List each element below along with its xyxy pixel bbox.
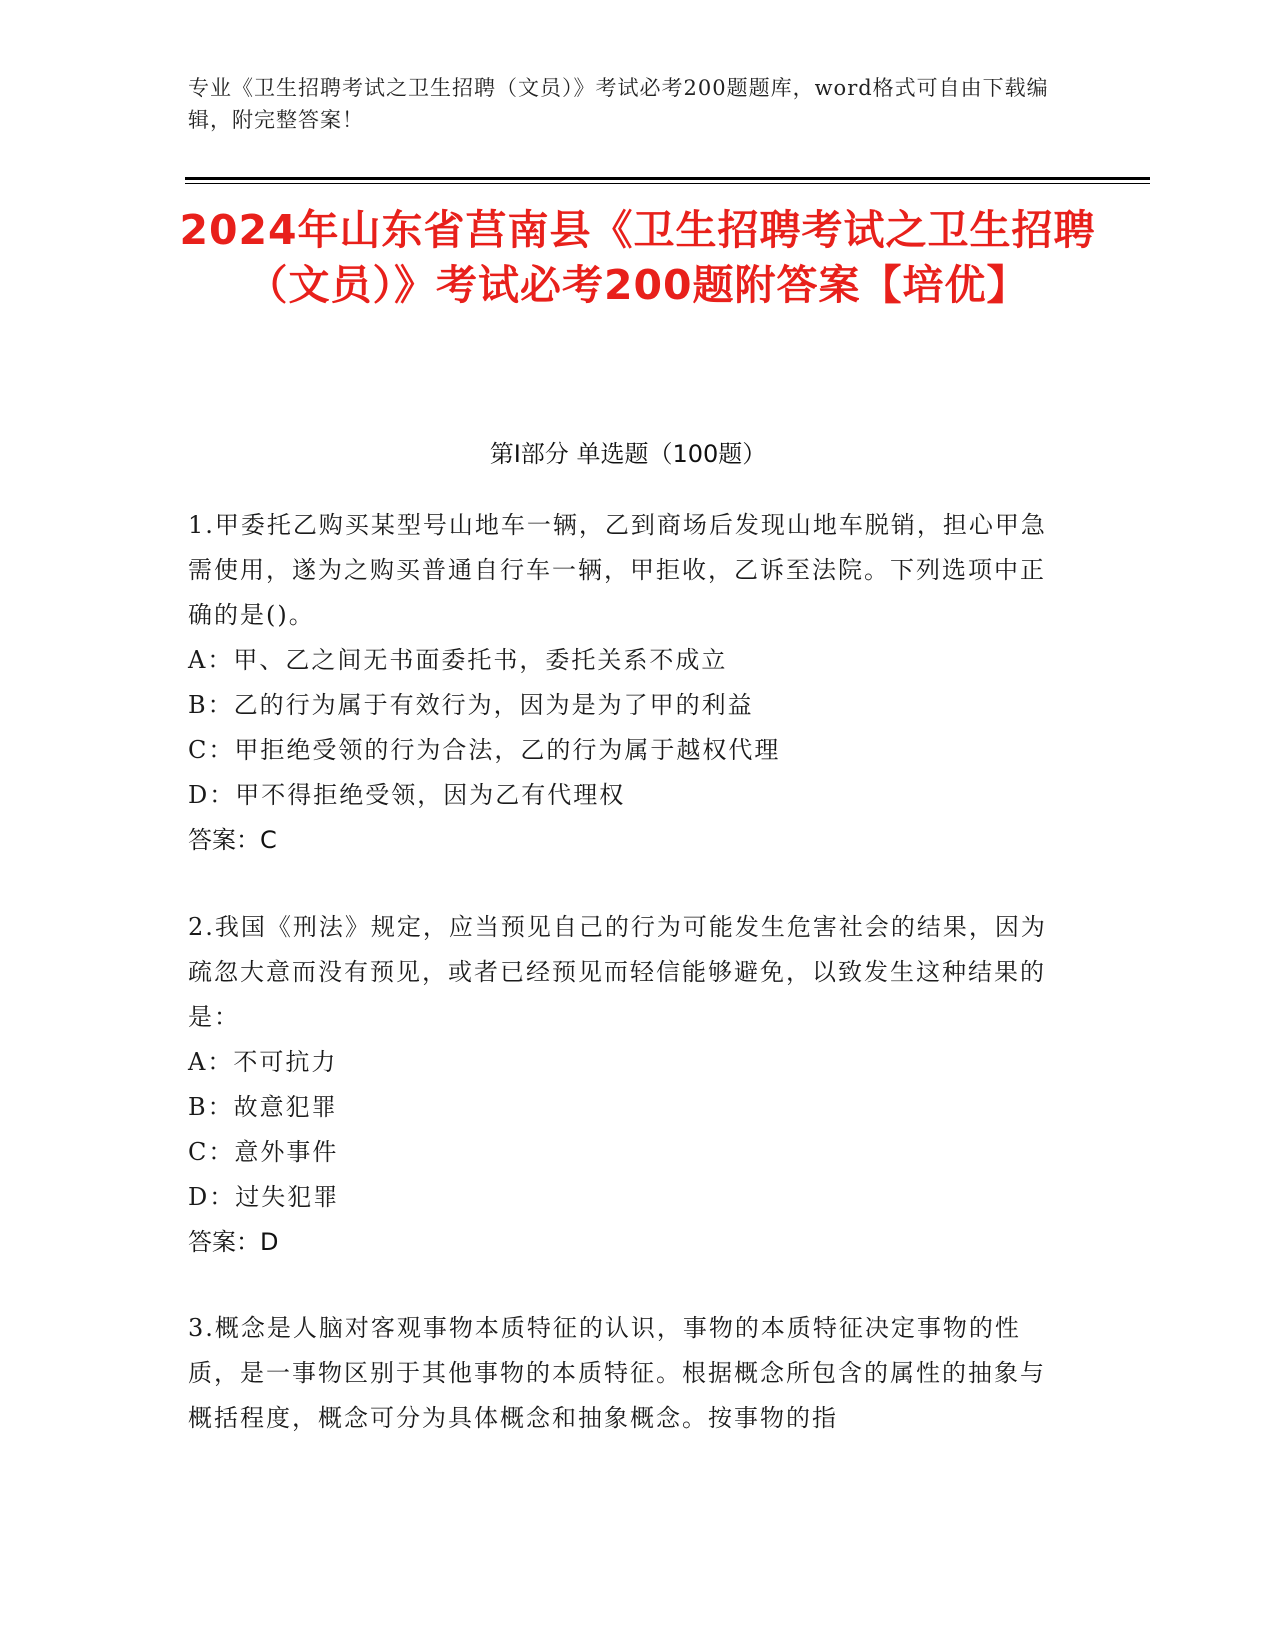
option-d: D：过失犯罪	[188, 1183, 340, 1211]
option-c: C：意外事件	[188, 1138, 339, 1166]
question-2	[188, 905, 1068, 1265]
section-heading: 第Ⅰ部分 单选题（100题）	[489, 440, 767, 468]
option-c: C：甲拒绝受领的行为合法，乙的行为属于越权代理	[188, 736, 781, 764]
option-b: B：乙的行为属于有效行为，因为是为了甲的利益	[188, 691, 754, 719]
header-divider-thin	[185, 183, 1150, 184]
header-divider-thick	[185, 177, 1150, 180]
question-stem: 1.甲委托乙购买某型号山地车一辆，乙到商场后发现山地车脱销，担心甲急需使用，遂为之购买普通自行车一辆，甲拒收，乙诉至法院。下列选项中正确的是()。	[188, 511, 1047, 629]
option-b: B：故意犯罪	[188, 1093, 338, 1121]
question-1	[188, 503, 1068, 863]
answer-label: 答案：C	[188, 826, 277, 854]
answer-label: 答案：D	[188, 1228, 279, 1256]
document-title: 2024年山东省莒南县《卫生招聘考试之卫生招聘（文员）》考试必考200题附答案【培优】	[179, 206, 1096, 309]
option-d: D：甲不得拒绝受领，因为乙有代理权	[188, 781, 626, 809]
intro-text: 专业《卫生招聘考试之卫生招聘（文员）》考试必考200题题库，word格式可自由下载编辑，附完整答案！	[188, 76, 1049, 132]
question-stem: 2.我国《刑法》规定，应当预见自己的行为可能发生危害社会的结果，因为疏忽大意而没有预见，或者已经预见而轻信能够避免，以致发生这种结果的是：	[188, 913, 1047, 1031]
question-3	[188, 1306, 1068, 1441]
option-a: A：不可抗力	[188, 1048, 338, 1076]
question-stem: 3.概念是人脑对客观事物本质特征的认识，事物的本质特征决定事物的性质，是一事物区别于其他事物的本质特征。根据概念所包含的属性的抽象与概括程度，概念可分为具体概念和抽象概念。按事物的指	[188, 1314, 1046, 1432]
option-a: A：甲、乙之间无书面委托书，委托关系不成立	[188, 646, 728, 674]
